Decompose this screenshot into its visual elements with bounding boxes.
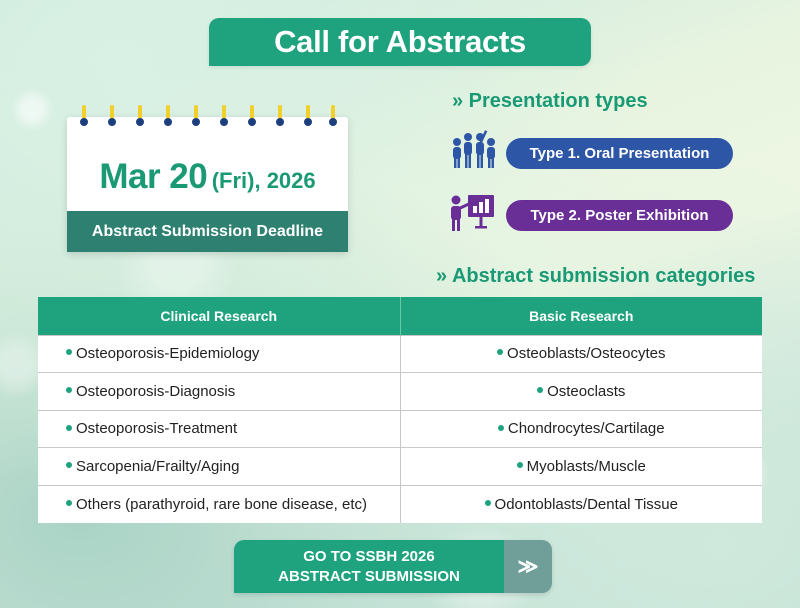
table-row (38, 485, 762, 523)
ring-icon (108, 105, 116, 129)
ring-icon (248, 105, 256, 129)
cell-text: Chondrocytes/Cartilage (507, 420, 665, 438)
ring-icon (220, 105, 228, 129)
table-cell (400, 410, 762, 448)
table-cell (38, 448, 400, 486)
cell-text: Osteoporosis-Epidemiology (76, 345, 260, 363)
page-title: Call for Abstracts (274, 24, 526, 59)
ring-icon (276, 105, 284, 129)
type-poster-label: Type 2. Poster Exhibition (530, 207, 709, 224)
bullet-icon (498, 425, 504, 431)
bullet-icon (66, 500, 72, 506)
title-banner (209, 18, 591, 66)
deadline-year: , 2026 (254, 168, 316, 193)
table-row (38, 373, 762, 411)
table-row (38, 448, 762, 486)
cell-text: Sarcopenia/Frailty/Aging (76, 458, 240, 476)
audience-icon (448, 128, 498, 172)
bullet-icon (517, 462, 523, 468)
deadline-month-day: Mar 20 (99, 157, 208, 196)
deadline-weekday: (Fri) (211, 168, 255, 193)
double-chevron-right-icon[interactable]: ≫ (504, 540, 552, 593)
go-to-abstract-submission-button[interactable] (234, 540, 552, 593)
presenter-board-icon (448, 190, 498, 234)
cta-text[interactable] (234, 540, 504, 593)
table-header-row (38, 297, 762, 335)
deadline-calendar (67, 117, 348, 252)
ring-icon (304, 105, 312, 129)
table-cell (38, 485, 400, 523)
type-oral-pill (506, 138, 733, 169)
cell-text: Odontoblasts/Dental Tissue (494, 495, 678, 513)
column-header-clinical: Clinical Research (38, 297, 400, 335)
table-cell (38, 410, 400, 448)
table-cell (400, 335, 762, 373)
bullet-icon (66, 387, 72, 393)
deadline-date (67, 157, 348, 197)
cell-text: Myoblasts/Muscle (526, 458, 646, 476)
bullet-icon (537, 387, 543, 393)
categories-heading: » Abstract submission categories (436, 265, 756, 287)
table-row (38, 335, 762, 373)
cell-text: Osteoclasts (547, 382, 626, 400)
bullet-icon (66, 425, 72, 431)
ring-icon (164, 105, 172, 129)
bullet-icon (485, 500, 491, 506)
table-cell (38, 373, 400, 411)
cell-text: Osteoblasts/Osteocytes (507, 345, 666, 363)
table-cell (38, 335, 400, 373)
cta-line-2: ABSTRACT SUBMISSION (278, 567, 460, 585)
type-poster-pill (506, 200, 733, 231)
cell-text: Others (parathyroid, rare bone disease, etc) (76, 495, 367, 513)
table-cell (400, 485, 762, 523)
table-cell (400, 373, 762, 411)
cell-text: Osteoporosis-Treatment (76, 420, 238, 438)
bullet-icon (497, 349, 503, 355)
categories-table (38, 297, 762, 523)
table-row (38, 410, 762, 448)
calendar-rings (67, 105, 348, 135)
ring-icon (136, 105, 144, 129)
bullet-icon (66, 462, 72, 468)
cta-line-1: GO TO SSBH 2026 (303, 547, 435, 565)
column-header-basic: Basic Research (400, 297, 762, 335)
presentation-types-heading: » Presentation types (452, 90, 648, 112)
bullet-icon (66, 349, 72, 355)
ring-icon (192, 105, 200, 129)
ring-icon (80, 105, 88, 129)
deadline-label-band (67, 211, 348, 252)
ring-icon (329, 105, 337, 129)
type-oral-label: Type 1. Oral Presentation (529, 145, 710, 162)
deadline-label: Abstract Submission Deadline (91, 222, 324, 240)
table-cell (400, 448, 762, 486)
cell-text: Osteoporosis-Diagnosis (76, 382, 236, 400)
